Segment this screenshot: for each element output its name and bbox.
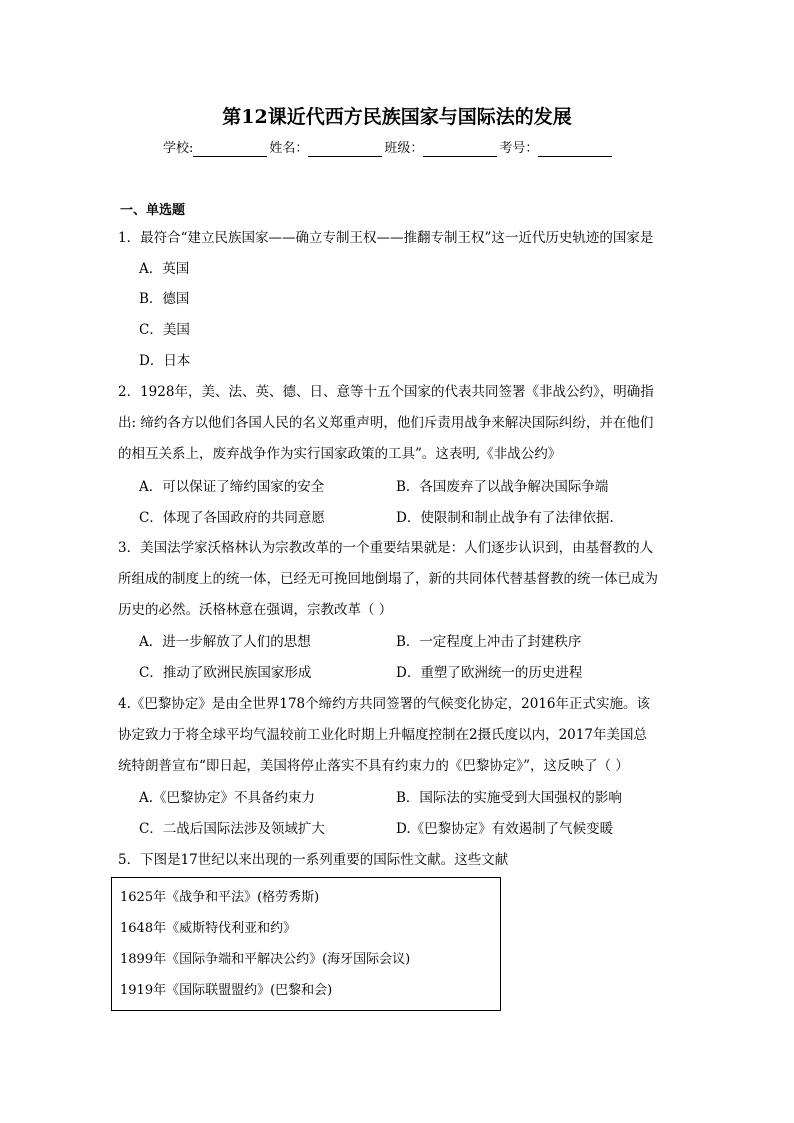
question-4 [118, 689, 678, 782]
page-title: 第12课近代西方民族国家与国际法的发展 [222, 106, 572, 128]
school-label: 学校: [163, 141, 194, 156]
question-2-option-a[interactable]: A．可以保证了缔约国家的安全 [139, 479, 325, 495]
name-field [269, 138, 384, 160]
question-4-option-c[interactable]: C．二战后国际法涉及领域扩大 [139, 821, 325, 837]
question-1-stem: 1．最符合“建立民族国家——确立专制王权——推翻专制王权”这一近代历史轨迹的国家是 [118, 230, 654, 246]
question-4-stem-line-3: 统特朗普宣布“即日起，美国将停止落实不具有约束力的《巴黎协定》”，这反映了（ ） [118, 758, 629, 774]
question-2 [118, 377, 678, 470]
question-4-stem-line-2: 协定致力于将全球平均气温较前工业化时期上升幅度控制在2摄氏度以内，2017年美国总 [118, 727, 647, 743]
document-item: 1625年《战争和平法》(格劳秀斯) [120, 890, 320, 905]
question-1 [118, 223, 678, 254]
question-4-option-b[interactable]: B．国际法的实施受到大国强权的影响 [396, 790, 622, 806]
question-2-stem-line-3: 的相互关系上，废弃战争作为实行国家政策的工具”。这表明,《非战公约》 [118, 446, 562, 462]
class-field [384, 138, 499, 160]
question-1-option-c[interactable]: C．美国 [139, 322, 190, 338]
documents-box [111, 877, 501, 1011]
question-3-option-d[interactable]: D．重塑了欧洲统一的历史进程 [396, 665, 583, 681]
class-blank[interactable] [423, 142, 497, 157]
question-4-option-d[interactable]: D.《巴黎协定》有效遏制了气候变暖 [396, 821, 614, 837]
question-2-stem-line-2: 出: 缔约各方以他们各国人民的名义郑重声明，他们斥责用战争来解决国际纠纷，并在他们 [118, 415, 654, 431]
question-5-stem: 5．下图是17世纪以来出现的一系列重要的国际性文献。这些文献 [118, 852, 509, 868]
question-3-stem-line-2: 所组成的制度上的统一体，已经无可挽回地倒塌了，新的共同体代替基督教的统一体已成为 [118, 571, 658, 587]
question-2-stem-line-1: 2．1928年，美、法、英、德、日、意等十五个国家的代表共同签署《非战公约》，明确指 [118, 384, 654, 400]
document-item: 1919年《国际联盟盟约》(巴黎和会) [120, 983, 333, 998]
question-2-option-b[interactable]: B．各国废弃了以战争解决国际争端 [396, 479, 609, 495]
question-3-option-b[interactable]: B．一定程度上冲击了封建秩序 [396, 634, 582, 650]
question-3-stem-line-1: 3．美国法学家沃格林认为宗教改革的一个重要结果就是：人们逐步认识到，由基督教的人 [118, 540, 654, 556]
question-2-option-d[interactable]: D．使限制和制止战争有了法律依据. [396, 510, 614, 526]
question-4-stem-line-1: 4.《巴黎协定》是由全世界178个缔约方共同签署的气候变化协定，2016年正式实施。该 [118, 696, 651, 712]
question-3-stem-line-3: 历史的必然。沃格林意在强调，宗教改革（ ） [118, 602, 393, 618]
class-label: 班级： [384, 141, 424, 156]
school-blank[interactable] [193, 142, 267, 157]
exam-number-blank[interactable] [538, 142, 612, 157]
question-3-option-c[interactable]: C．推动了欧洲民族国家形成 [139, 665, 312, 681]
question-1-option-d[interactable]: D．日本 [139, 353, 191, 369]
exam-number-field [499, 138, 614, 160]
question-3-option-a[interactable]: A．进一步解放了人们的思想 [139, 634, 311, 650]
document-item: 1648年《威斯特伐利亚和约》 [120, 921, 297, 936]
student-info-line [163, 138, 614, 160]
exam-number-label: 考号： [499, 141, 539, 156]
question-1-option-a[interactable]: A．英国 [139, 261, 190, 277]
name-label: 姓名： [269, 141, 309, 156]
question-3 [118, 533, 678, 626]
question-2-option-c[interactable]: C．体现了各国政府的共同意愿 [139, 510, 325, 526]
section-heading: 一、单选题 [120, 203, 186, 218]
question-4-option-a[interactable]: A.《巴黎协定》不具备约束力 [139, 790, 316, 806]
school-field [163, 138, 269, 160]
question-1-option-b[interactable]: B．德国 [139, 291, 190, 307]
name-blank[interactable] [308, 142, 382, 157]
document-item: 1899年《国际争端和平解决公约》(海牙国际会议) [120, 952, 411, 967]
question-5 [118, 845, 678, 876]
